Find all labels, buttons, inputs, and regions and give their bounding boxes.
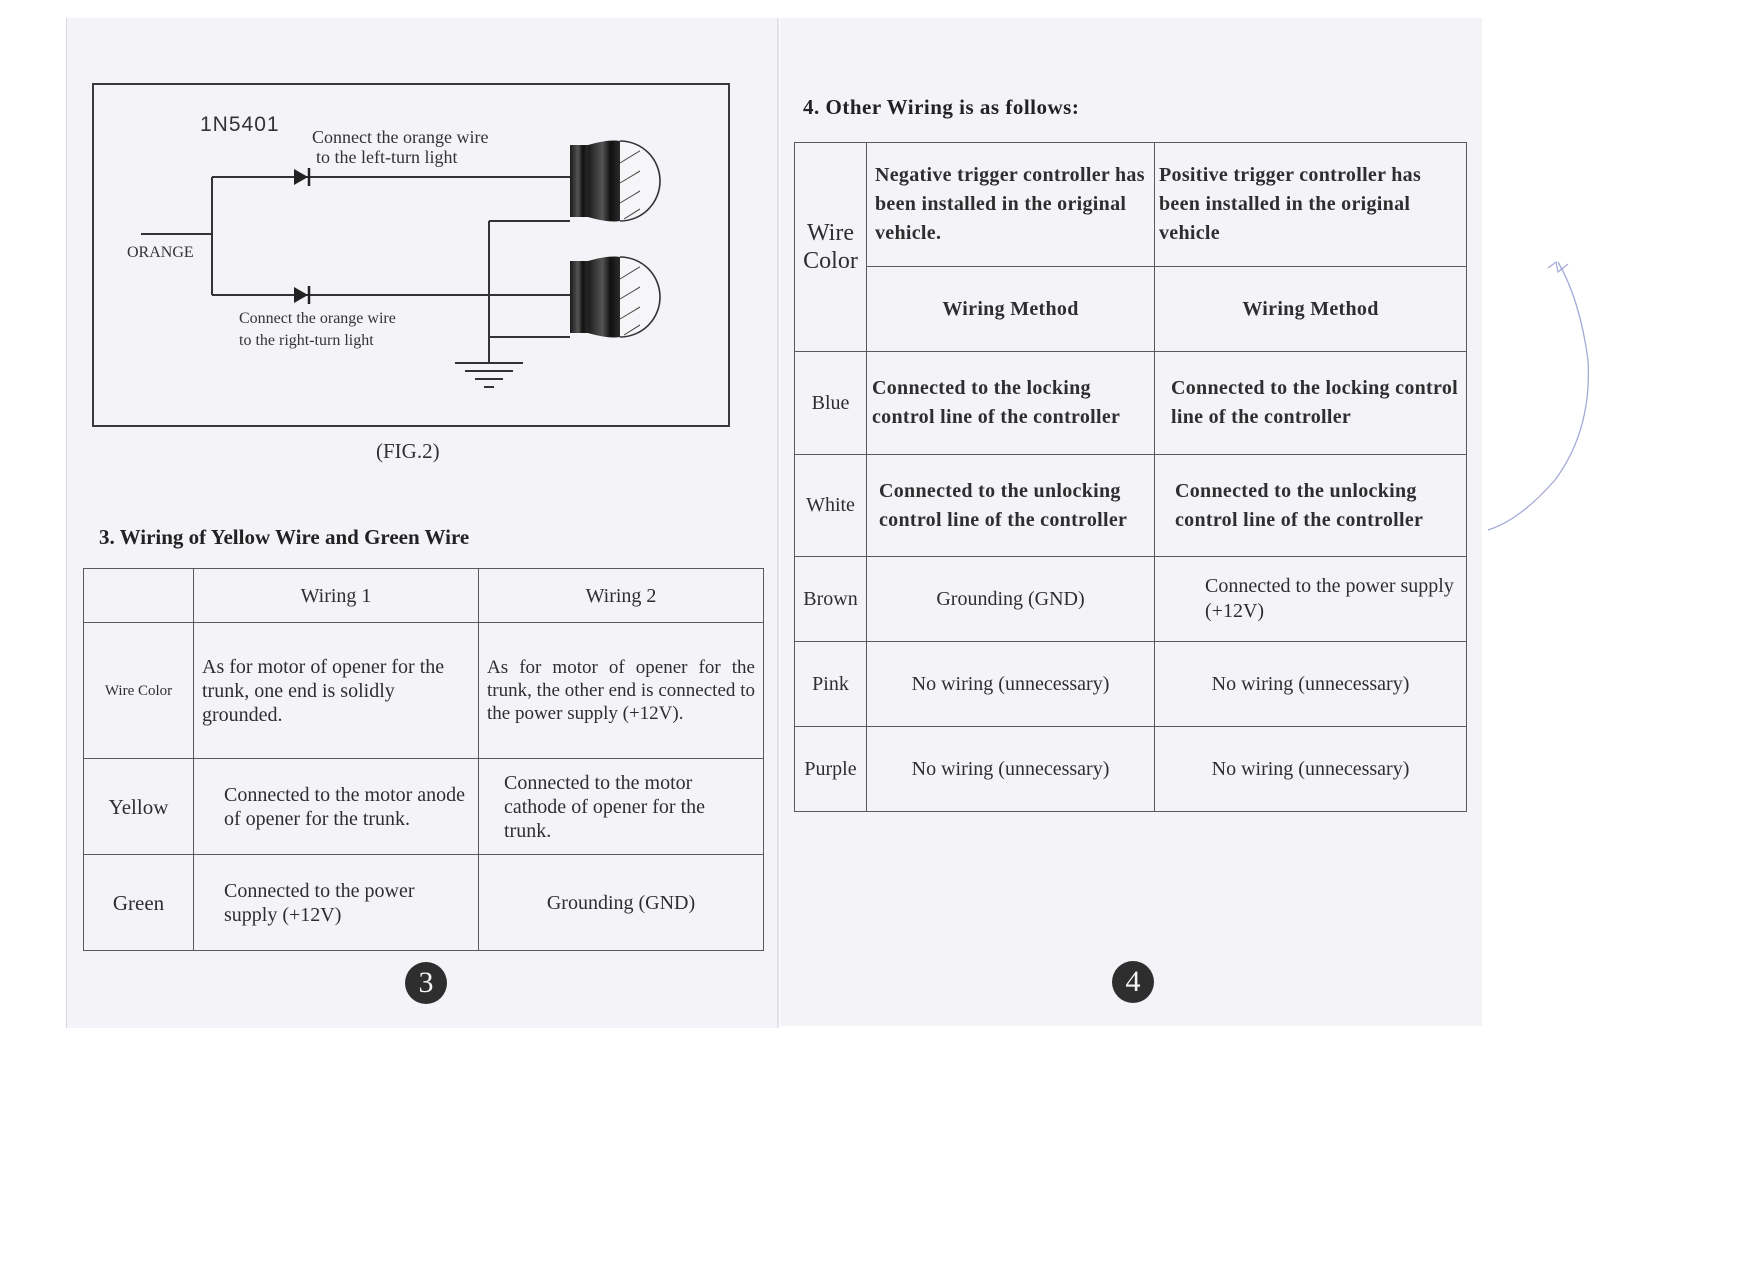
left-turn-note-line1: Connect the orange wire xyxy=(312,127,489,147)
table-row xyxy=(84,855,764,951)
page-number-badge: 3 xyxy=(405,962,447,1004)
column-header-wiring-1: Wiring 1 xyxy=(194,569,479,623)
table-cell: Grounding (GND) xyxy=(479,855,764,951)
table-cell: Connected to the power supply (+12V) xyxy=(194,855,479,951)
row-label-pink: Pink xyxy=(795,642,867,727)
column-header-negative-trigger: Negative trigger controller has been installed in the original vehicle. xyxy=(867,143,1155,267)
row-label-brown: Brown xyxy=(795,557,867,642)
section-4-heading: 4. Other Wiring is as follows: xyxy=(803,95,1080,119)
diode-label: 1N5401 xyxy=(200,113,280,136)
table-cell: Connected to the motor anode of opener for the trunk. xyxy=(194,759,479,855)
table-cell: Connected to the power supply (+12V) xyxy=(1155,557,1467,642)
diode-top-icon xyxy=(294,168,309,186)
table-row xyxy=(795,557,1467,642)
row-label-yellow: Yellow xyxy=(84,759,194,855)
row-label-green: Green xyxy=(84,855,194,951)
column-header-wiring-2: Wiring 2 xyxy=(479,569,764,623)
table-cell: No wiring (unnecessary) xyxy=(1155,642,1467,727)
column-header-wiring-method: Wiring Method xyxy=(1155,267,1467,352)
wiring-diagram-fig2 xyxy=(92,83,730,427)
table-cell: Grounding (GND) xyxy=(867,557,1155,642)
table-cell: Connected to the unlocking control line of the controller xyxy=(867,455,1155,557)
column-header-wire-color: Wire Color xyxy=(795,143,867,352)
table-corner-cell xyxy=(84,569,194,623)
orange-input-label: ORANGE xyxy=(127,244,194,261)
table-cell: As for motor of opener for the trunk, the other end is connected to the power supply (+12V). xyxy=(479,623,764,759)
table-cell: As for motor of opener for the trunk, one end is solidly grounded. xyxy=(194,623,479,759)
table-row xyxy=(795,455,1467,557)
table-cell: Connected to the locking control line of the controller xyxy=(867,352,1155,455)
table-row xyxy=(795,352,1467,455)
table-cell: No wiring (unnecessary) xyxy=(1155,727,1467,812)
row-label-purple: Purple xyxy=(795,727,867,812)
table-header-row xyxy=(84,569,764,623)
row-label-white: White xyxy=(795,455,867,557)
page-number-badge: 4 xyxy=(1112,961,1154,1003)
row-label-wire-color: Wire Color xyxy=(84,623,194,759)
section-3-heading: 3. Wiring of Yellow Wire and Green Wire xyxy=(99,525,470,549)
right-turn-lamp-icon xyxy=(570,257,660,338)
table-cell: No wiring (unnecessary) xyxy=(867,727,1155,812)
left-turn-note-line2: to the left-turn light xyxy=(316,147,458,167)
table-row xyxy=(84,623,764,759)
column-header-positive-trigger: Positive trigger controller has been installed in the original vehicle xyxy=(1155,143,1467,267)
right-turn-note-line1: Connect the orange wire xyxy=(239,310,396,327)
row-label-blue: Blue xyxy=(795,352,867,455)
booklet-spine xyxy=(777,18,779,1028)
table-header-row xyxy=(795,143,1467,267)
ground-symbol-icon xyxy=(455,363,523,387)
diode-bottom-icon xyxy=(294,286,309,304)
table-row xyxy=(84,759,764,855)
column-header-wiring-method: Wiring Method xyxy=(867,267,1155,352)
table-cell: Connected to the locking control line of the controller xyxy=(1155,352,1467,455)
figure-caption: (FIG.2) xyxy=(376,439,440,463)
table-row xyxy=(795,642,1467,727)
other-wiring-table xyxy=(794,142,1467,812)
table-cell: Connected to the motor cathode of opener for the trunk. xyxy=(479,759,764,855)
right-turn-note-line2: to the right-turn light xyxy=(239,332,374,349)
table-row xyxy=(795,727,1467,812)
table-cell: Connected to the unlocking control line of the controller xyxy=(1155,455,1467,557)
table-cell: No wiring (unnecessary) xyxy=(867,642,1155,727)
yellow-green-wiring-table xyxy=(83,568,764,951)
left-turn-lamp-icon xyxy=(570,141,660,222)
table-subheader-row xyxy=(795,267,1467,352)
